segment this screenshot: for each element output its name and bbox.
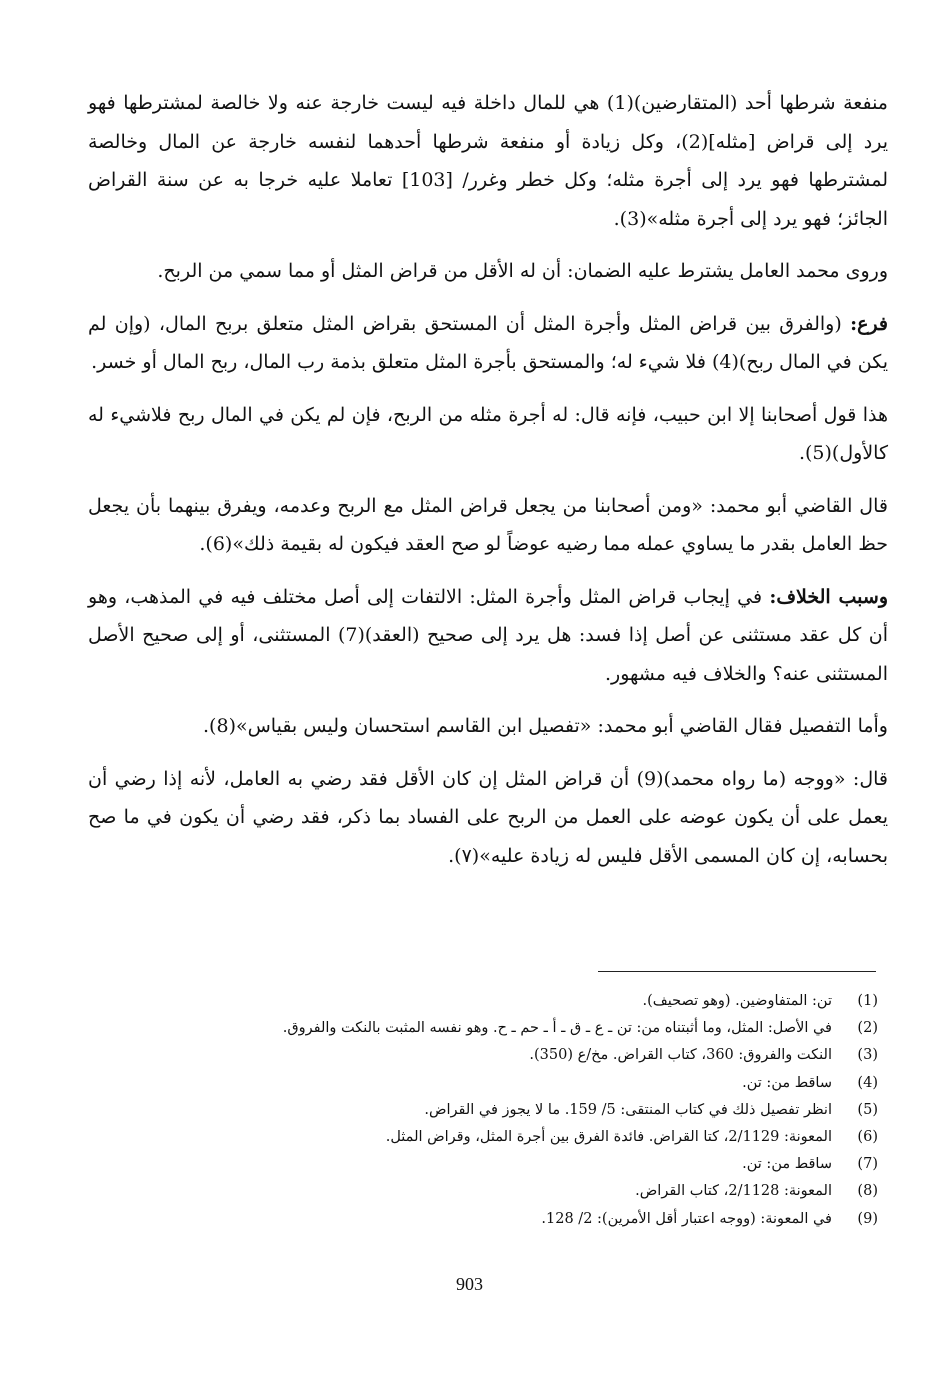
paragraph-4 bbox=[88, 396, 888, 473]
paragraph-text: وروى محمد العامل يشترط عليه الضمان: أن له الأقل من قراض المثل أو مما سمي من الربح. bbox=[157, 260, 888, 282]
footnote-item bbox=[150, 1178, 878, 1205]
main-text bbox=[88, 84, 888, 889]
paragraph-8 bbox=[88, 760, 888, 876]
paragraph-text: قال: «ووجه (ما رواه محمد)(9) أن قراض المثل إن كان الأقل فقد رضي به العامل، لأنه إذا رضي أن يعمل على أن يكون عوضه على العمل من الربح على الفساد بما ذكر، فقد رضي أن يكون في ما صح بحسابه، إن كان المسمى الأقل فليس له زيادة عليه»(٧). bbox=[88, 767, 888, 867]
footnote-item bbox=[150, 1097, 878, 1124]
paragraph-1 bbox=[88, 84, 888, 238]
footnote-text: تن: المتفاوضين. (وهو تصحيف). bbox=[642, 993, 832, 1009]
footnote-number: (7) bbox=[857, 1156, 878, 1173]
footnote-number: (6) bbox=[857, 1128, 878, 1145]
footnotes bbox=[150, 988, 878, 1233]
footnote-number: (5) bbox=[857, 1101, 878, 1118]
footnote-item bbox=[150, 1124, 878, 1151]
footnote-item bbox=[150, 1070, 878, 1097]
footnote-number: (3) bbox=[857, 1047, 878, 1064]
footnote-text: النكت والفروق: 360، كتاب القراض. مخ/ع (350). bbox=[529, 1047, 832, 1064]
footnote-number: (2) bbox=[857, 1020, 878, 1037]
paragraph-7 bbox=[88, 707, 888, 746]
footnote-text: ساقط من: تن. bbox=[742, 1156, 832, 1173]
paragraph-text: وأما التفصيل فقال القاضي أبو محمد: «تفصيل ابن القاسم استحسان وليس بقياس»(8). bbox=[203, 715, 888, 737]
footnote-text: انظر تفصيل ذلك في كتاب المنتقى: 5/ 159. ما لا يجوز في القراض. bbox=[424, 1101, 832, 1118]
footnote-item bbox=[150, 1151, 878, 1178]
paragraph-3 bbox=[88, 305, 888, 382]
footnote-text: المعونة: 2/1129، كتا القراض. فائدة الفرق بين أجرة المثل، وقراض المثل. bbox=[385, 1128, 832, 1145]
footnote-item bbox=[150, 988, 878, 1015]
page-number: 903 bbox=[456, 1274, 483, 1294]
paragraph-text: قال القاضي أبو محمد: «ومن أصحابنا من يجعل قراض المثل مع الربح وعدمه، ويفرق بينهما بأن يجعل حظ العامل بقدر ما يساوي عمله مما رضيه عوضاً لو صح العقد فيكون له بقيمة ذلك»(6). bbox=[88, 494, 888, 555]
footnote-text: في الأصل: المثل، وما أثبتناه من: تن ـ ع ـ ق ـ أ ـ حم ـ ح. وهو نفسه المثبت بالنكت والفروق. bbox=[282, 1020, 832, 1037]
footnote-item bbox=[150, 1042, 878, 1069]
footnote-number: (1) bbox=[857, 993, 878, 1009]
paragraph-text: هذا قول أصحابنا إلا ابن حبيب، فإنه قال: له أجرة مثله من الربح، فإن لم يكن في المال ربح فلاشيء له كالأول)(5). bbox=[88, 403, 888, 464]
paragraph-lead: وسبب الخلاف: bbox=[769, 585, 888, 608]
footnote-text: المعونة: 2/1128، كتاب القراض. bbox=[635, 1183, 832, 1200]
paragraph-text: منفعة شرطها أحد (المتقارضين)(1) هي للمال داخلة فيه ليست خارجة عنه ولا خالصة لمشترطها فهو يرد إلى قراض [مثله](2)، وكل زيادة أو منفعة شرطها أحدهما لنفسه خارجة عن المال وخالصة لمشترطها فهو يرد إلى أجرة مثله؛ وكل خطر وغرر/ [103] تعاملا عليه خرجا به عن سنة القراض الجائز؛ فهو يرد إلى أجرة مثله»(3). bbox=[88, 92, 889, 230]
footnote-number: (9) bbox=[857, 1210, 878, 1227]
footnote-item bbox=[150, 1015, 878, 1042]
paragraph-6 bbox=[88, 578, 888, 694]
footnote-number: (4) bbox=[857, 1074, 878, 1091]
footnote-number: (8) bbox=[857, 1183, 878, 1200]
footnote-text: ساقط من: تن. bbox=[742, 1074, 832, 1091]
footnote-text: في المعونة: (ووجه اعتبار أقل الأمرين): 2/ 128. bbox=[541, 1210, 832, 1227]
footnote-item bbox=[150, 1206, 878, 1233]
paragraph-5 bbox=[88, 487, 888, 564]
paragraph-text: في إيجاب قراض المثل وأجرة المثل: الالتفات إلى أصل مختلف فيه في المذهب، وهو أن كل عقد مستثنى عن أصل إذا فسد: هل يرد إلى صحيح (العقد)(7) المستثنى، أو إلى صحيح الأصل المستثنى عنه؟ والخلاف فيه مشهور. bbox=[88, 585, 888, 685]
paragraph-lead: فرع: bbox=[850, 312, 888, 335]
paragraph-text: (والفرق بين قراض المثل وأجرة المثل أن المستحق بقراض المثل متعلق بربح المال، (وإن لم يكن في المال ربح)(4) فلا شيء له؛ والمستحق بأجرة المثل متعلق بذمة رب المال، ربح المال أو خسر. bbox=[88, 312, 888, 373]
paragraph-2 bbox=[88, 252, 888, 291]
footnote-separator bbox=[598, 971, 876, 972]
